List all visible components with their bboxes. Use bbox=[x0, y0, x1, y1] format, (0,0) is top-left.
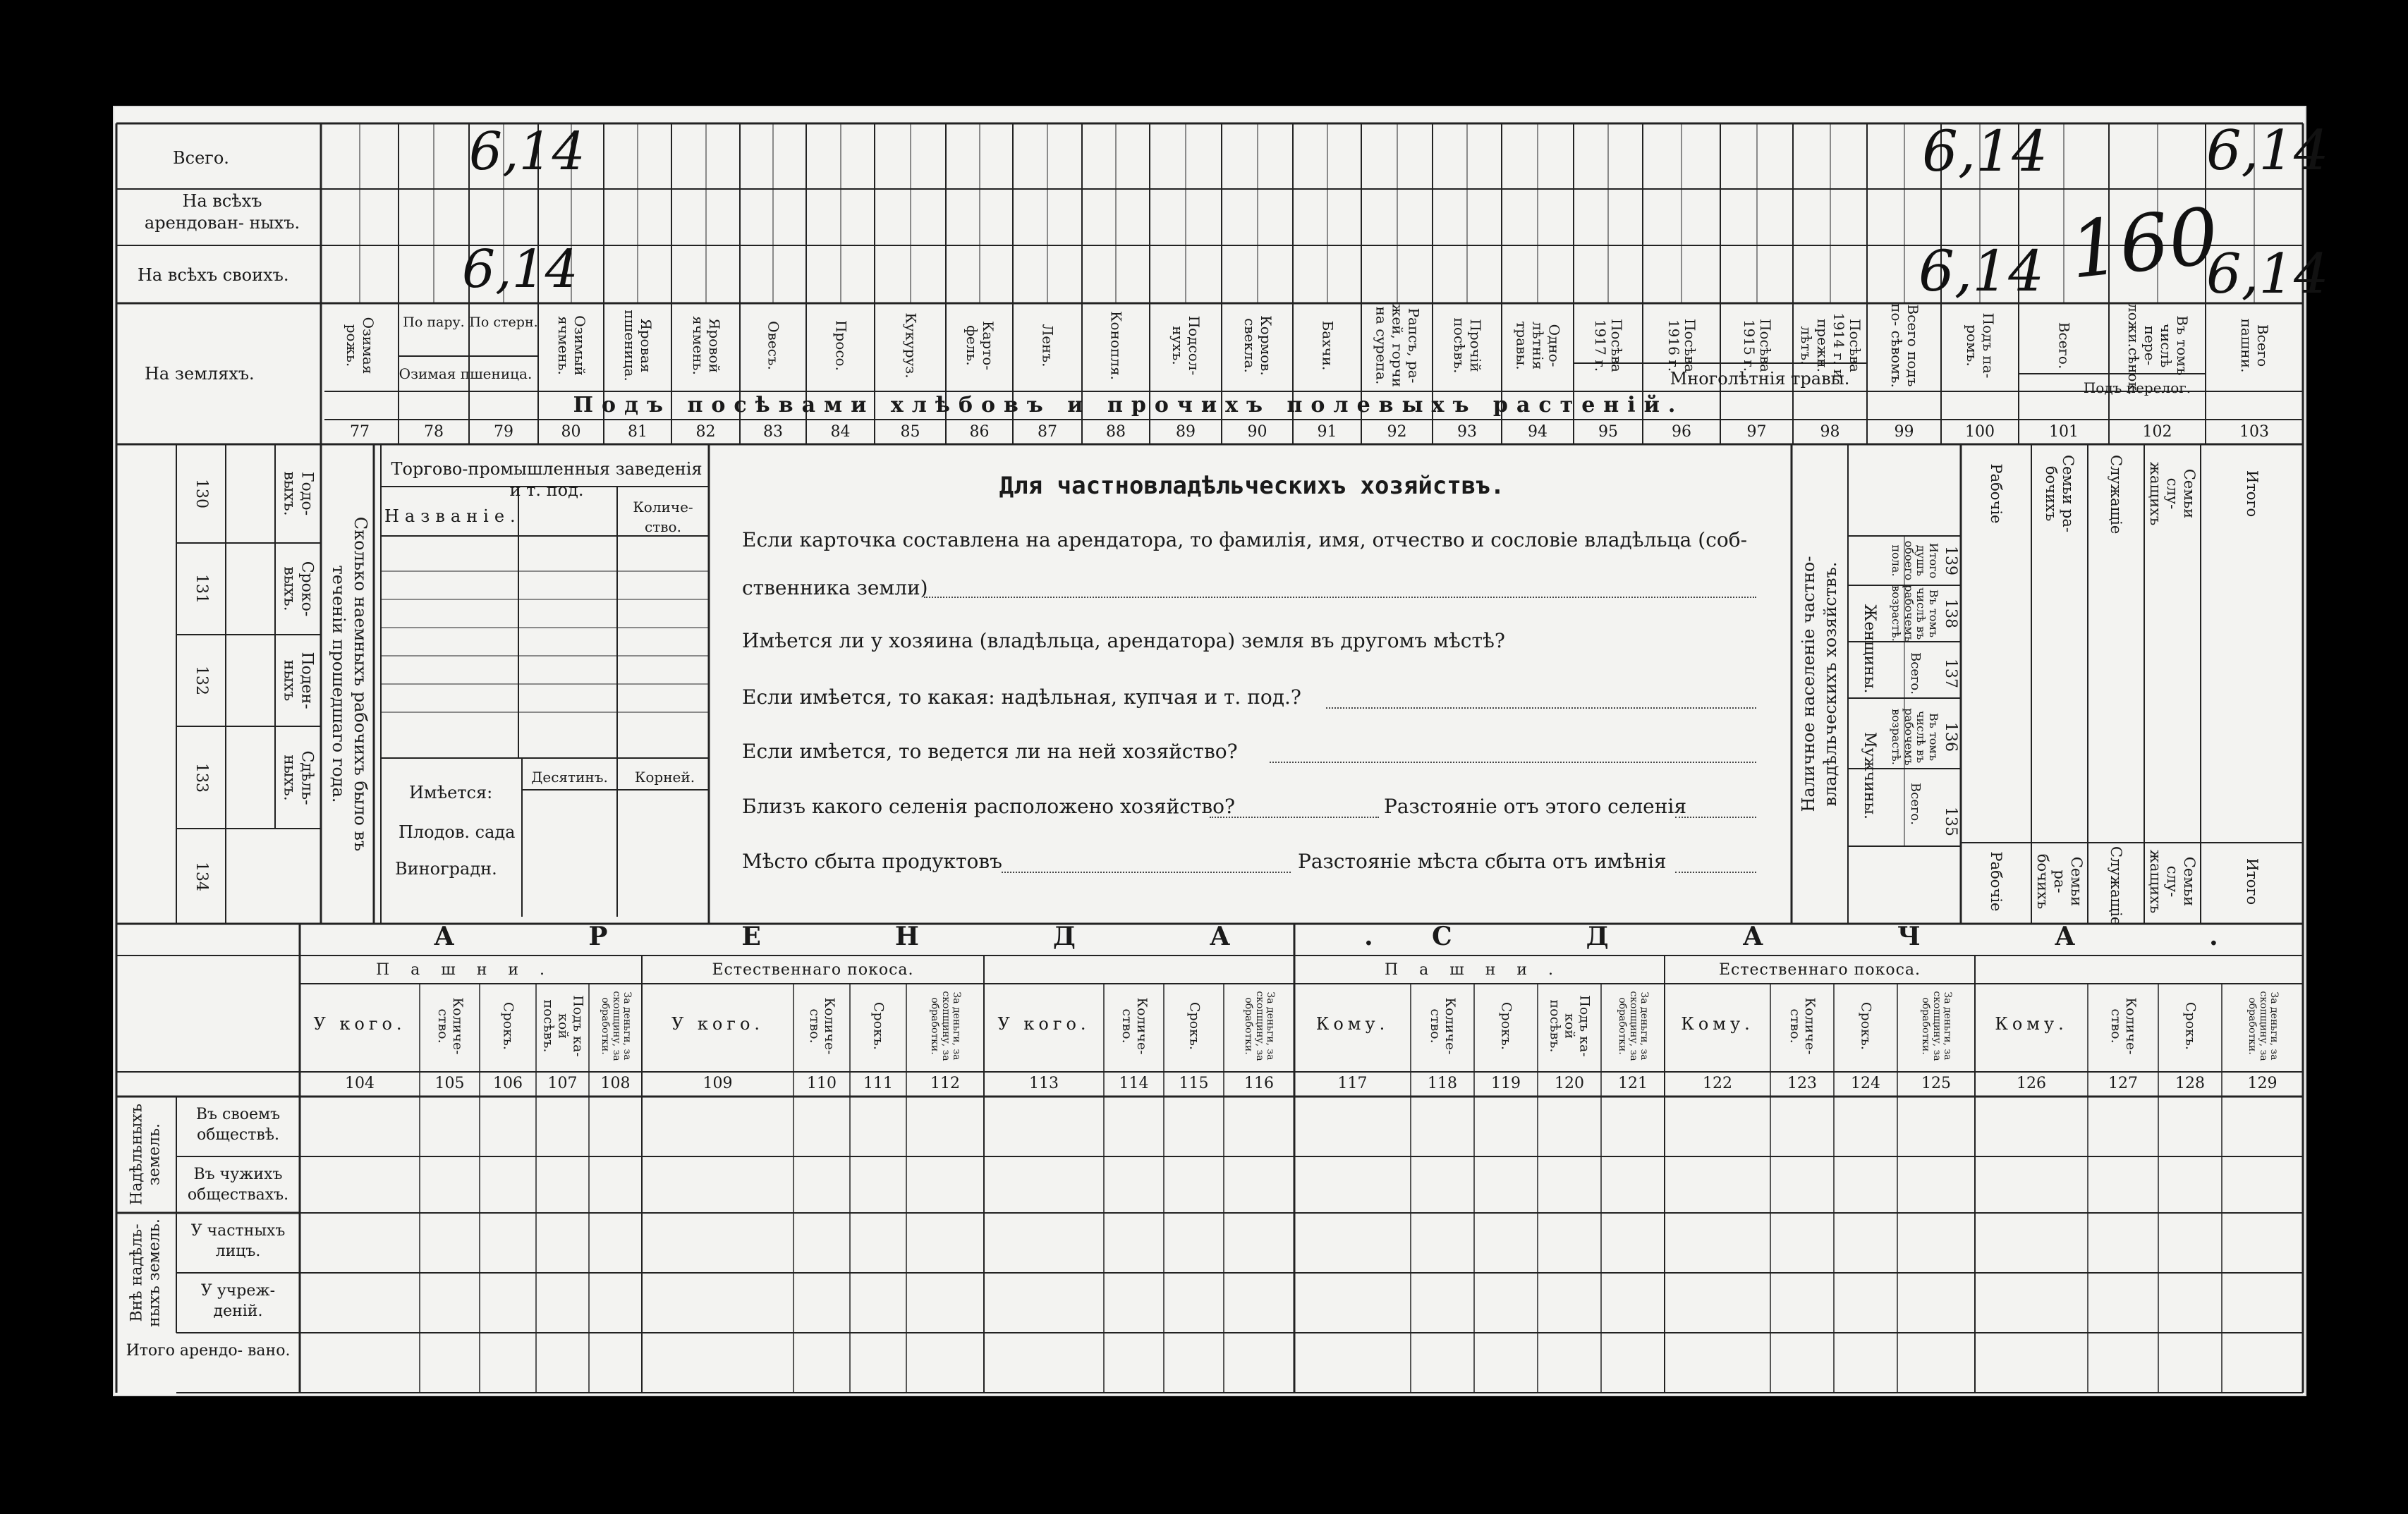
trade-name-header: Названiе. bbox=[384, 506, 521, 526]
private-q2: Имѣется ли у хозяина (владѣльца, арендатора) земля въ другомъ мѣстѣ? bbox=[742, 629, 1505, 652]
lease-h-21: За деньги, за скопщину, за обработки. bbox=[1920, 991, 1954, 1061]
private-q6a-line[interactable] bbox=[1002, 872, 1291, 873]
gardens-dessiatin: Десятинъ. bbox=[531, 769, 608, 786]
crop-num-102: 102 bbox=[2142, 423, 2172, 441]
lease-h-9: У кого. bbox=[997, 1014, 1090, 1034]
pop-col-top-3: Семьи слу- жащихъ bbox=[2146, 461, 2199, 526]
lease-h-5: У кого. bbox=[671, 1014, 765, 1034]
lease-h-0: У кого. bbox=[313, 1014, 406, 1034]
handwritten-78-total: 6,14 bbox=[469, 121, 585, 182]
private-q5b-line[interactable] bbox=[1675, 817, 1756, 818]
lease-h-19: Количе- ство. bbox=[1787, 997, 1818, 1055]
gardens-vineyard: Виноградн. bbox=[395, 859, 497, 879]
crop-header-96: Посѣва 1916 г. bbox=[1665, 319, 1698, 372]
crop-header-91: Бахчи. bbox=[1319, 320, 1336, 371]
lease-num-120: 120 bbox=[1555, 1075, 1584, 1092]
lease-h-3: Подъ ка- кой посѣвъ. bbox=[540, 995, 585, 1057]
private-q1a: Если карточка составлена на арендатора, то фамилiя, имя, отчество и сословiе владѣльца (соб- bbox=[742, 528, 1748, 551]
crop-num-86: 86 bbox=[969, 423, 990, 441]
lease-h-2: Срокъ. bbox=[500, 1001, 516, 1051]
pop-women-total: Всего. bbox=[1908, 652, 1923, 695]
lease-num-118: 118 bbox=[1428, 1075, 1457, 1092]
crop-num-94: 94 bbox=[1528, 423, 1547, 441]
gardens-roots: Корней. bbox=[634, 769, 695, 786]
private-q5a: Близъ какого селенiя расположено хозяйство? bbox=[742, 795, 1236, 818]
lease-num-126: 126 bbox=[2017, 1075, 2046, 1092]
pop-num-138: 138 bbox=[1942, 599, 1959, 628]
gardens-has: Имѣется: bbox=[409, 783, 493, 802]
crop-header-83: Овесъ. bbox=[765, 321, 782, 370]
private-q3: Если имѣется, то какая: надѣльная, купчая и т. под.? bbox=[742, 685, 1301, 709]
private-q6b-line[interactable] bbox=[1675, 872, 1756, 873]
crop-num-99: 99 bbox=[1894, 423, 1914, 441]
crop-header-78: По пару. bbox=[403, 315, 465, 330]
lease-num-115: 115 bbox=[1179, 1075, 1209, 1092]
lease-num-105: 105 bbox=[434, 1075, 465, 1092]
private-q3-line[interactable] bbox=[1326, 707, 1756, 709]
crop-header-90: Кормов. свекла. bbox=[1241, 315, 1275, 376]
crop-num-89: 89 bbox=[1176, 423, 1196, 441]
crop-num-85: 85 bbox=[900, 423, 920, 441]
pop-women: Женщины. bbox=[1861, 604, 1878, 694]
pop-col-bottom-4: Итого bbox=[2243, 857, 2261, 905]
lease-num-128: 128 bbox=[2175, 1075, 2205, 1092]
crop-header-97: Посѣва 1915 г. bbox=[1740, 319, 1774, 372]
crop-num-78: 78 bbox=[424, 423, 444, 441]
worker-col-num-131: 131 bbox=[193, 574, 210, 604]
pop-col-bottom-2: Служащiе bbox=[2108, 846, 2125, 926]
lease-row-2: У частныхъ лицъ. bbox=[190, 1222, 286, 1260]
pop-col-top-4: Итого bbox=[2243, 470, 2261, 518]
crop-num-100: 100 bbox=[1965, 423, 1995, 441]
lease-h-1: Количе- ство. bbox=[434, 997, 466, 1055]
handwritten-98-total: 6,14 bbox=[1922, 118, 2048, 184]
lease-num-113: 113 bbox=[1029, 1075, 1059, 1092]
crop-header-93: Прочiй посѣвъ. bbox=[1451, 317, 1484, 374]
lease-num-119: 119 bbox=[1491, 1075, 1521, 1092]
lease-h-15: Срокъ. bbox=[1498, 1001, 1514, 1051]
crop-header-100: Подъ па- ромъ. bbox=[1964, 312, 1997, 379]
pop-col-bottom-3: Семьи слу- жащихъ bbox=[2146, 849, 2199, 914]
crop-num-93: 93 bbox=[1457, 423, 1477, 441]
lease-h-18: Кому. bbox=[1681, 1014, 1754, 1034]
crop-num-96: 96 bbox=[1672, 423, 1691, 441]
crop-num-77: 77 bbox=[350, 423, 370, 441]
crop-num-97: 97 bbox=[1746, 423, 1767, 441]
crop-header-88: Конопля. bbox=[1107, 311, 1125, 380]
crop-header-101: Всего. bbox=[2055, 322, 2073, 370]
crop-num-101: 101 bbox=[2049, 423, 2079, 441]
crop-header-103: Всего пашни. bbox=[2238, 318, 2271, 373]
worker-col-132: Поден- ныхъ bbox=[280, 652, 316, 709]
lease-num-121: 121 bbox=[1618, 1075, 1648, 1092]
pop-num-135: 135 bbox=[1942, 807, 1959, 836]
lease-row-1: Въ чужихъ обществахъ. bbox=[187, 1166, 289, 1204]
workers-side-label: Сколько наемныхъ рабочихъ было въ теченiи прошедшаго года. bbox=[329, 516, 371, 852]
row-label-own: На всѣхъ своихъ. bbox=[138, 265, 289, 285]
pop-num-139: 139 bbox=[1942, 546, 1959, 575]
pop-col-bottom-1: Семьи ра- бочихъ bbox=[2033, 853, 2086, 910]
label-winter-wheat: Озимая пшеница. bbox=[399, 365, 533, 382]
lease-row-0: Въ своемъ обществѣ. bbox=[195, 1106, 281, 1144]
private-q6b: Разстоянiе мѣста сбыта отъ имѣнiя bbox=[1298, 850, 1667, 873]
lease-num-122: 122 bbox=[1703, 1075, 1732, 1092]
lease-h-13: Кому. bbox=[1315, 1014, 1390, 1034]
pop-col-bottom-0: Рабочiе bbox=[1988, 851, 2005, 912]
lease-h-17: За деньги, за скопщину, за обработки. bbox=[1617, 991, 1650, 1061]
lease-num-129: 129 bbox=[2247, 1075, 2278, 1092]
worker-col-131: Сроко- выхъ. bbox=[280, 561, 316, 617]
lease-row-3: У учреж- денiй. bbox=[200, 1282, 276, 1320]
pop-num-136: 136 bbox=[1942, 722, 1959, 752]
crop-header-89: Подсол- нухъ. bbox=[1169, 315, 1203, 376]
pop-col-top-1: Семьи ра- бочихъ bbox=[2043, 455, 2077, 532]
lease-arenda: АРЕНДА. bbox=[434, 922, 1507, 951]
crop-header-92: Рапсъ, ра- жей, горчи на сурепа. bbox=[1373, 303, 1422, 388]
lease-num-109: 109 bbox=[703, 1075, 733, 1092]
lease-h-25: За деньги, за скопщину, за обработки. bbox=[2246, 991, 2280, 1061]
lease-h-4: За деньги, за скопщину, за обработки. bbox=[599, 991, 633, 1061]
lease-row-4: Итого арендо- вано. bbox=[126, 1342, 291, 1360]
lease-num-114: 114 bbox=[1119, 1075, 1149, 1092]
crop-num-90: 90 bbox=[1247, 423, 1267, 441]
crop-header-79: По стерн. bbox=[469, 315, 538, 330]
crop-header-95: Посѣва 1917 г. bbox=[1592, 319, 1625, 372]
trade-qty-header: Количе- ство. bbox=[633, 499, 693, 535]
lease-num-110: 110 bbox=[807, 1075, 837, 1092]
pop-men: Мужчины. bbox=[1861, 731, 1878, 820]
handwritten-count: 160 bbox=[2065, 190, 2223, 296]
crop-num-91: 91 bbox=[1317, 423, 1337, 441]
handwritten-103-total: 6,14 bbox=[2206, 119, 2329, 183]
crop-num-80: 80 bbox=[561, 423, 581, 441]
lease-h-22: Кому. bbox=[1995, 1014, 2068, 1034]
crop-num-83: 83 bbox=[763, 423, 783, 441]
crop-header-84: Просо. bbox=[832, 320, 849, 371]
lease-num-111: 111 bbox=[863, 1075, 893, 1092]
lease-sdacha: СДАЧА. bbox=[1432, 922, 2352, 951]
handwritten-103-own: 6,14 bbox=[2206, 243, 2329, 306]
crop-num-103: 103 bbox=[2239, 423, 2269, 441]
crop-header-77: Озимая рожь. bbox=[343, 317, 377, 374]
private-q6a: Мѣсто сбыта продуктовъ bbox=[742, 850, 1002, 873]
lease-num-108: 108 bbox=[600, 1075, 631, 1092]
private-q1b: ственника земли) bbox=[742, 576, 928, 599]
label-perennial: Многолѣтнiя травы. bbox=[1670, 369, 1850, 389]
lease-h-16: Подъ ка- кой посѣвъ. bbox=[1547, 995, 1593, 1057]
private-q4: Если имѣется, то ведется ли на ней хозяйство? bbox=[742, 740, 1238, 763]
crop-header-86: Карто- фель. bbox=[963, 320, 997, 371]
crop-num-82: 82 bbox=[695, 423, 716, 441]
crop-header-85: Кукуруз. bbox=[902, 312, 919, 379]
lease-group-vne: Внѣ надѣль- ныхъ земель. bbox=[128, 1219, 164, 1327]
lease-group-1: Естественнаго покоса. bbox=[712, 961, 914, 979]
lease-num-106: 106 bbox=[493, 1075, 523, 1092]
lease-h-12: За деньги, за скопщину, за обработки. bbox=[1243, 991, 1277, 1061]
worker-col-num-130: 130 bbox=[193, 479, 210, 508]
pop-num-137: 137 bbox=[1942, 659, 1959, 688]
handwritten-98-own: 6,14 bbox=[1919, 238, 2045, 304]
lease-num-124: 124 bbox=[1851, 1075, 1880, 1092]
worker-col-num-132: 132 bbox=[193, 666, 210, 695]
gardens-orchard: Плодов. сада bbox=[399, 822, 516, 842]
row-label-rented: На всѣхъ арендован- ныхъ. bbox=[144, 191, 300, 233]
lease-num-125: 125 bbox=[1921, 1075, 1951, 1092]
crop-header-82: Яровой ячмень. bbox=[689, 316, 723, 375]
private-title: Для частновладѣльческихъ хозяйствъ. bbox=[999, 472, 1505, 500]
lease-num-123: 123 bbox=[1787, 1075, 1817, 1092]
crop-header-94: Одно- лѣтнiя травы. bbox=[1513, 321, 1563, 370]
crop-header-81: Яровая пшеница. bbox=[621, 310, 655, 381]
crop-header-99: Всего подъ по- сѣвомъ. bbox=[1887, 303, 1921, 388]
crop-num-79: 79 bbox=[494, 423, 513, 441]
lease-h-7: Срокъ. bbox=[870, 1001, 887, 1051]
crop-num-88: 88 bbox=[1106, 423, 1126, 441]
lease-num-127: 127 bbox=[2108, 1075, 2138, 1092]
private-q1-line[interactable] bbox=[924, 597, 1756, 598]
lease-h-6: Количе- ство. bbox=[807, 997, 837, 1055]
lease-h-20: Срокъ. bbox=[1858, 1001, 1874, 1051]
row-label-lands: На земляхъ. bbox=[145, 364, 255, 384]
pop-souls: Итого душъ обоего пола. bbox=[1890, 540, 1941, 581]
lease-num-107: 107 bbox=[547, 1075, 578, 1092]
pop-men-total: Всего. bbox=[1908, 783, 1923, 825]
lease-h-8: За деньги, за скопщину, за обработки. bbox=[929, 991, 963, 1061]
pop-col-top-2: Служащiе bbox=[2108, 455, 2125, 535]
lease-h-23: Количе- ство. bbox=[2108, 997, 2139, 1055]
pop-women-workers: Въ томъ числѣ въ рабочемъ возрастѣ. bbox=[1890, 585, 1941, 642]
private-q4-line[interactable] bbox=[1270, 762, 1756, 763]
label-sown: Подъ посѣвами хлѣбовъ и прочихъ полевыхъ растенiй. bbox=[573, 393, 1684, 417]
worker-col-133: Сдѣль- ныхъ. bbox=[280, 750, 316, 805]
crop-num-92: 92 bbox=[1387, 423, 1407, 441]
crop-header-80: Озимый ячмень. bbox=[554, 315, 588, 376]
crop-num-98: 98 bbox=[1820, 423, 1840, 441]
trade-title: Торгово-промышленныя заведенiя и т. под. bbox=[391, 459, 703, 500]
lease-num-112: 112 bbox=[930, 1075, 960, 1092]
private-q5a-line[interactable] bbox=[1210, 817, 1379, 818]
crop-num-84: 84 bbox=[830, 423, 851, 441]
worker-col-num-133: 133 bbox=[193, 762, 210, 793]
crop-num-87: 87 bbox=[1038, 423, 1057, 441]
crop-header-87: Ленъ. bbox=[1039, 324, 1057, 367]
population-side-label: Наличное населенiе частно-владѣльческихъ хозяйствъ. bbox=[1798, 556, 1840, 812]
lease-num-104: 104 bbox=[345, 1075, 375, 1092]
crop-num-95: 95 bbox=[1598, 423, 1618, 441]
lease-num-116: 116 bbox=[1244, 1075, 1274, 1092]
lease-group-4: Естественнаго покоса. bbox=[1718, 961, 1921, 979]
worker-col-num-134: 134 bbox=[193, 861, 210, 891]
private-q5b: Разстоянiе отъ этого селенiя bbox=[1384, 795, 1686, 818]
pop-men-workers: Въ томъ числѣ въ рабочемъ возрастѣ. bbox=[1890, 708, 1941, 766]
worker-col-130: Годо- выхъ. bbox=[280, 471, 316, 516]
lease-group-nadel: Надѣльныхъ земель. bbox=[128, 1104, 164, 1205]
handwritten-78-own: 6,14 bbox=[462, 239, 578, 300]
label-fallow: Подъ перелог. bbox=[2083, 379, 2191, 396]
lease-h-11: Срокъ. bbox=[1186, 1001, 1202, 1051]
row-label-total: Всего. bbox=[173, 148, 229, 168]
lease-h-14: Количе- ство. bbox=[1428, 997, 1458, 1055]
crop-header-102: Въ томъ числѣ пере- ложи.сѣнок. bbox=[2124, 303, 2191, 396]
lease-group-0: Пашни. bbox=[375, 961, 566, 979]
lease-num-117: 117 bbox=[1337, 1075, 1368, 1092]
lease-h-24: Срокъ. bbox=[2182, 1001, 2199, 1051]
crop-header-98: Посѣва 1914 г. и прежн. лѣтъ. bbox=[1797, 312, 1863, 379]
pop-col-top-0: Рабочiе bbox=[1988, 463, 2005, 524]
lease-h-10: Количе- ство. bbox=[1119, 997, 1150, 1055]
lease-group-3: Пашни. bbox=[1384, 961, 1575, 979]
crop-num-81: 81 bbox=[628, 423, 647, 441]
